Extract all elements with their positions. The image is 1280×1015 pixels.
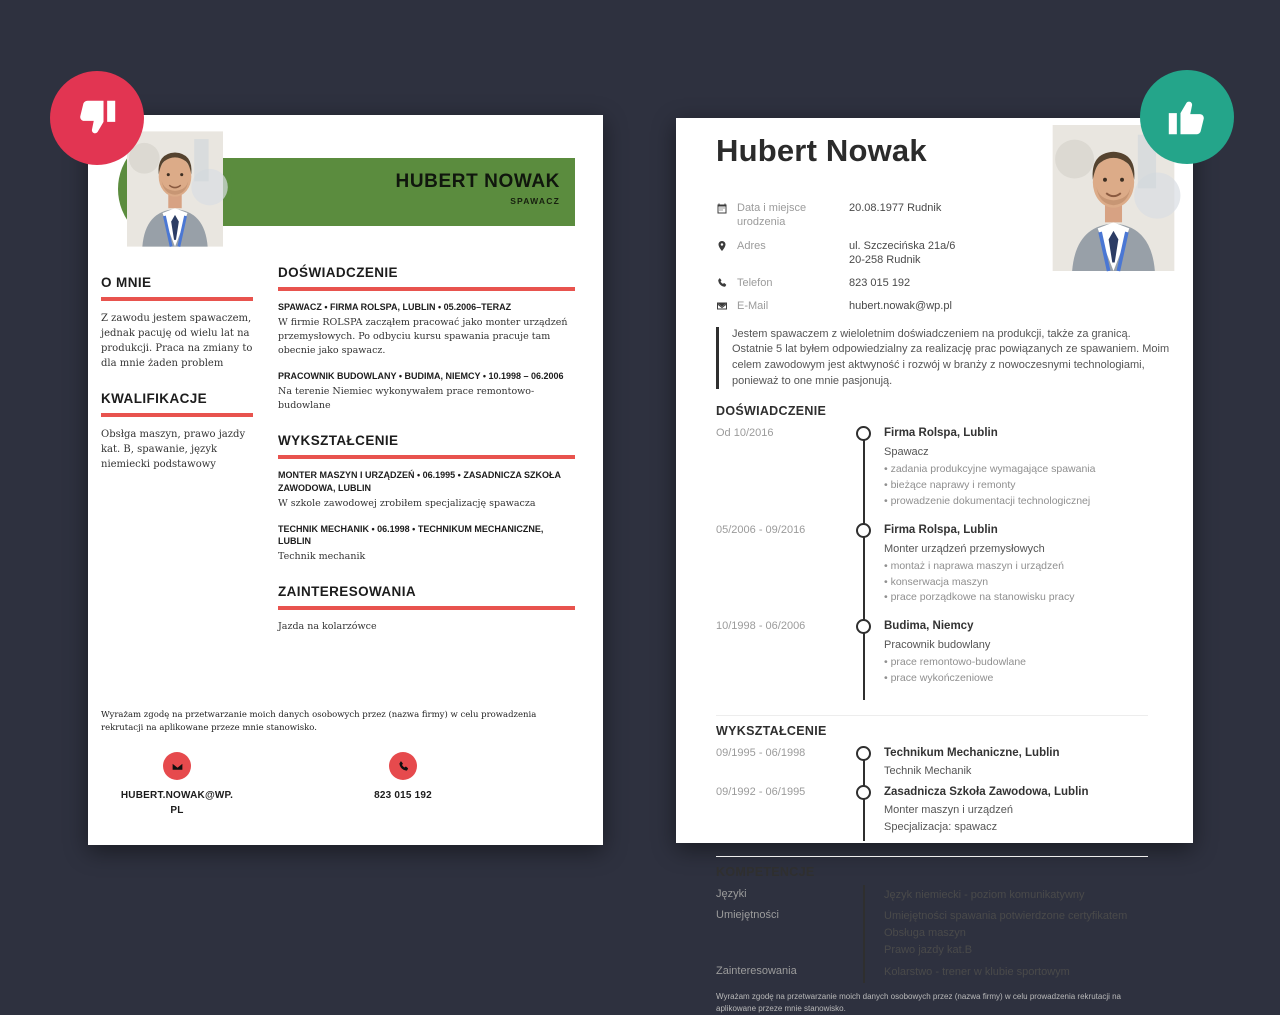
contact-row-email	[716, 299, 1148, 313]
section-heading: O MNIE	[101, 275, 152, 290]
section-wyksztalcenie	[278, 433, 575, 564]
contact-email-value: HUBERT.NOWAK@WP.PL	[120, 790, 234, 816]
timeline-gutter	[844, 523, 884, 619]
item-date: Od 10/2016	[716, 427, 774, 440]
timeline-dot	[856, 746, 871, 761]
thumbs-up-badge	[1140, 70, 1234, 164]
section-text: Jazda na kolarzówce	[278, 621, 377, 633]
contact-phone-value: 823 015 192	[374, 790, 432, 801]
competence-value: Kolarstwo - trener w klubie sportowym	[884, 965, 1070, 978]
experience-item	[716, 619, 1148, 700]
contact-row-birth	[716, 201, 1148, 230]
timeline-dot	[856, 785, 871, 800]
timeline-dot	[856, 426, 871, 441]
item-date: 09/1995 - 06/1998	[716, 746, 806, 759]
item-line: Specjalizacja: spawacz	[884, 821, 998, 834]
envelope-icon	[163, 752, 191, 780]
bad-cv-left-column	[101, 275, 253, 655]
item-role: Pracownik budowlany	[884, 639, 991, 652]
entry-text: W szkole zawodowej zrobiłem specjalizację spawacza	[278, 497, 536, 509]
experience-entry	[278, 370, 575, 413]
consent-disclaimer: Wyrażam zgodę na przetwarzanie moich danych osobowych przez (nazwa firmy) w celu prowadzenia rekrutacji na aplikowane przeze mnie stanowisko.	[101, 710, 537, 733]
bad-cv-header-band	[176, 158, 575, 226]
competence-label: Zainteresowania	[716, 964, 797, 977]
address-line-2: 20-258 Rudnik	[849, 253, 921, 266]
experience-item	[716, 426, 1148, 522]
section-kwalifikacje	[101, 391, 253, 472]
profile-photo	[118, 132, 232, 246]
entry-title: PRACOWNIK BUDOWLANY • BUDIMA, NIEMCY • 10.1998 – 06.2006	[278, 371, 564, 382]
item-bullet: • prace remontowo-budowlane	[884, 655, 1148, 671]
item-company: Firma Rolspa, Lublin	[884, 523, 998, 536]
section-heading-doswiadczenie: DOŚWIADCZENIE	[716, 404, 827, 419]
competence-label: Umiejętności	[716, 909, 779, 922]
item-line: Monter maszyn i urządzeń	[884, 803, 1013, 816]
item-bullet: • montaż i naprawa maszyn i urządzeń	[884, 559, 1148, 575]
item-school: Zasadnicza Szkoła Zawodowa, Lublin	[884, 785, 1089, 798]
section-heading: WYKSZTAŁCENIE	[278, 433, 399, 449]
competence-row	[716, 908, 1148, 959]
contact-value: hubert.nowak@wp.pl	[849, 300, 952, 313]
competence-value: Obsługa maszyn	[884, 927, 966, 940]
entry-title: TECHNIK MECHANIK • 06.1998 • TECHNIKUM MECHANICZNE, LUBLIN	[278, 523, 544, 547]
competence-value: Język niemiecki - poziom komunikatywny	[884, 889, 1085, 902]
education-item	[716, 785, 1148, 842]
thumbs-down-icon	[74, 95, 120, 141]
item-role: Monter urządzeń przemysłowych	[884, 542, 1045, 555]
item-bullet: • prace wykończeniowe	[884, 671, 1148, 687]
experience-entry	[278, 301, 575, 358]
thumbs-up-icon	[1164, 94, 1210, 140]
item-date: 09/1992 - 06/1995	[716, 785, 806, 798]
red-divider	[101, 297, 253, 301]
good-cv-name: Hubert Nowak	[716, 133, 927, 168]
section-heading: ZAINTERESOWANIA	[278, 584, 417, 600]
entry-text: Na terenie Niemiec wykonywałem prace remontowo-budowlane	[278, 385, 535, 412]
contact-value	[849, 239, 955, 268]
consent-disclaimer: Wyrażam zgodę na przetwarzanie moich danych osobowych przez (nazwa firmy) w celu prowadzenia rekrutacji na aplikowane przeze mnie stanowisko.	[716, 991, 1121, 1013]
timeline-gutter	[844, 426, 884, 522]
education-item	[716, 746, 1148, 785]
contact-phone	[344, 752, 462, 804]
bad-cv-job-title: SPAWACZ	[510, 196, 560, 206]
item-bullet: • konserwacja maszyn	[884, 575, 1148, 591]
section-o-mnie	[101, 275, 253, 371]
envelope-icon	[716, 300, 728, 312]
bad-cv-name: HUBERT NOWAK	[395, 171, 560, 192]
experience-item	[716, 523, 1148, 619]
person-avatar-icon	[127, 141, 223, 237]
timeline-dot	[856, 619, 871, 634]
profile-summary: Jestem spawaczem z wieloletnim doświadczeniem na produkcji, także za granicą. Ostatnie 5 lat byłem odpowiedzialny za realizację prac powiązanych ze spawaniem. Moim celem zawodowym jest aktwyność i rozwój w branży z nowoczesnymi technologiami, ponieważ to one mnie pasjonują.	[716, 327, 1172, 389]
bad-cv-page	[88, 115, 603, 845]
section-heading-kompetencje: KOMPETENCJE	[716, 856, 1148, 879]
section-doswiadczenie	[278, 265, 575, 413]
item-line: Technik Mechanik	[884, 764, 972, 777]
red-divider	[278, 287, 575, 291]
phone-icon	[716, 277, 728, 289]
competence-divider	[844, 908, 884, 959]
item-bullet: • zadania produkcyjne wymagające spawania	[884, 462, 1148, 478]
item-bullet: • bieżące naprawy i remonty	[884, 478, 1148, 494]
contact-label: Telefon	[737, 277, 773, 290]
education-entry	[278, 469, 575, 510]
section-text: Z zawodu jestem spawaczem, jednak pacuję od wielu lat na produkcji. Praca na zmiany to dla mnie żaden problem	[101, 313, 253, 369]
competence-divider	[844, 887, 884, 904]
item-company: Budima, Niemcy	[884, 620, 974, 633]
entry-title: SPAWACZ • FIRMA ROLSPA, LUBLIN • 05.2006–TERAZ	[278, 302, 512, 312]
section-heading: KWALIFIKACJE	[101, 391, 208, 406]
contact-row-phone	[716, 276, 1148, 290]
item-bullet: • prowadzenie dokumentacji technologicznej	[884, 494, 1148, 510]
competence-value: Umiejętności spawania potwierdzone certyfikatem	[884, 910, 1128, 923]
section-heading: DOŚWIADCZENIE	[278, 265, 398, 280]
timeline-gutter	[844, 785, 884, 842]
competence-divider	[844, 964, 884, 981]
red-divider	[101, 413, 253, 417]
phone-icon	[389, 752, 417, 780]
contact-label: Data i miejsce urodzenia	[737, 202, 807, 229]
contact-label: Adres	[737, 239, 766, 252]
competence-label: Języki	[716, 888, 747, 901]
contact-label: E-Mail	[737, 300, 769, 313]
entry-title: MONTER MASZYN I URZĄDZEŃ • 06.1995 • ZASADNICZA SZKOŁA ZAWODOWA, LUBLIN	[278, 470, 561, 494]
thumbs-down-badge	[50, 71, 144, 165]
competence-value: Prawo jazdy kat.B	[884, 944, 973, 957]
entry-text: W firmie ROLSPA zacząłem pracować jako monter urządzeń przemysłowych. Po odbyciu kursu spawania pracuje tam obecnie jako spawacz.	[278, 316, 568, 357]
contact-row-address	[716, 239, 1148, 268]
red-divider	[278, 606, 575, 610]
item-date: 05/2006 - 09/2016	[716, 523, 806, 536]
item-company: Firma Rolspa, Lublin	[884, 427, 998, 440]
timeline-gutter	[844, 746, 884, 785]
item-school: Technikum Mechaniczne, Lublin	[884, 746, 1060, 759]
competence-row	[716, 887, 1148, 904]
contact-value: 823 015 192	[849, 277, 911, 290]
timeline-gutter	[844, 619, 884, 700]
entry-text: Technik mechanik	[278, 551, 366, 563]
good-cv-page	[676, 118, 1193, 1013]
contact-email	[118, 752, 236, 818]
timeline-dot	[856, 523, 871, 538]
contact-value: 20.08.1977 Rudnik	[849, 202, 942, 214]
item-date: 10/1998 - 06/2006	[716, 620, 806, 633]
good-cv-body	[716, 118, 1170, 1015]
section-heading-wyksztalcenie: WYKSZTAŁCENIE	[716, 715, 1148, 738]
item-role: Spawacz	[884, 446, 929, 459]
education-entry	[278, 523, 575, 564]
calendar-icon	[716, 202, 728, 214]
address-line-1: ul. Szczecińska 21a/6	[849, 239, 956, 252]
red-divider	[278, 455, 575, 459]
item-bullet: • prace porządkowe na stanowisku pracy	[884, 590, 1148, 606]
bad-cv-body	[101, 265, 575, 655]
section-zainteresowania	[278, 584, 575, 634]
competence-row	[716, 964, 1148, 981]
location-pin-icon	[716, 240, 728, 252]
bad-cv-main-column	[278, 265, 575, 655]
contact-details	[716, 201, 1148, 314]
section-text: Obsłga maszyn, prawo jazdy kat. B, spawanie, język niemiecki podstawowy	[101, 429, 246, 470]
